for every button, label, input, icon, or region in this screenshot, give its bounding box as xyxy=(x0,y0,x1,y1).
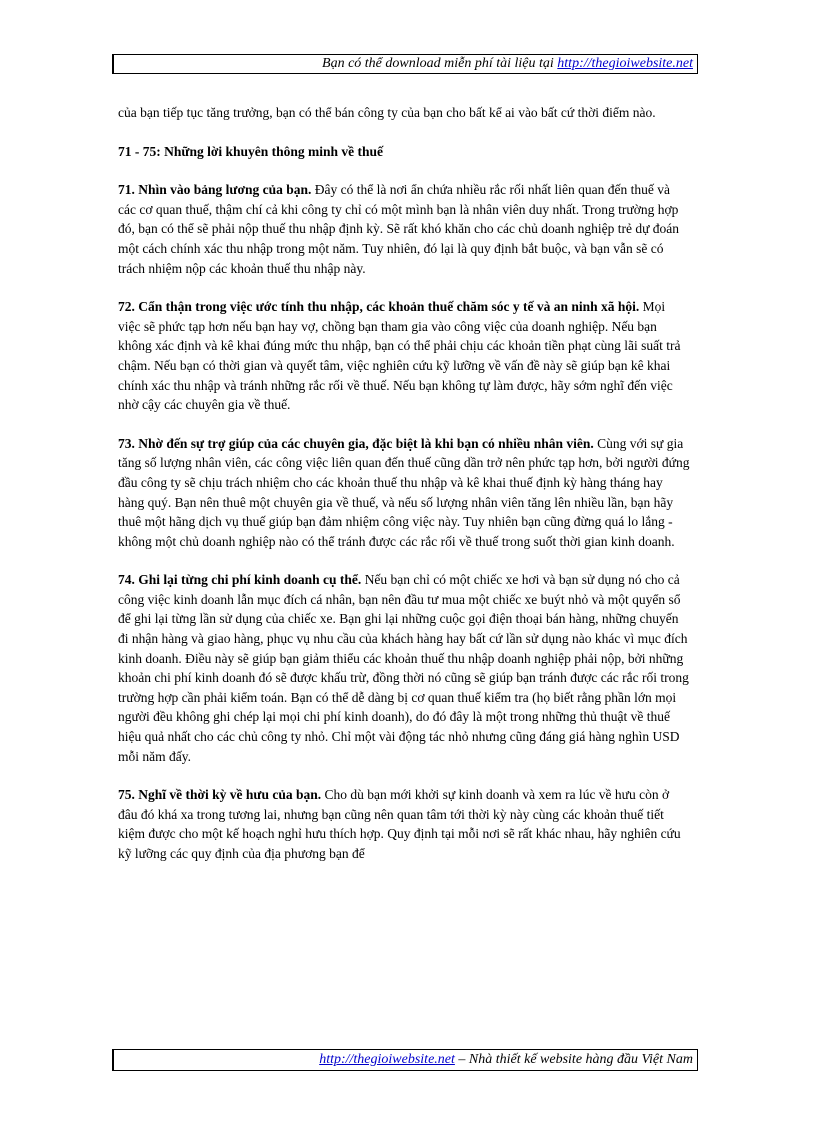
intro-paragraph: của bạn tiếp tục tăng trưởng, bạn có thể bán công ty của bạn cho bất kể ai vào bất cứ thời điểm nào. xyxy=(118,105,656,120)
footer-text: – Nhà thiết kế website hàng đầu Việt Nam xyxy=(454,1052,693,1067)
tip-75 xyxy=(118,785,691,863)
page-footer xyxy=(112,1049,698,1071)
tip-73-title: 73. Nhờ đến sự trợ giúp của các chuyên gia, đặc biệt là khi bạn có nhiều nhân viên. xyxy=(118,435,594,451)
tip-72 xyxy=(118,297,691,415)
tip-72-title: 72. Cẩn thận trong việc ước tính thu nhập, các khoản thuế chăm sóc y tế và an ninh xã hội. xyxy=(118,299,640,315)
tip-73-body: Cùng với sự gia tăng số lượng nhân viên, các công việc liên quan đến thuế cũng dần trở nên phức tạp hơn, bởi người đứng đầu công ty sẽ chịu trách nhiệm cho các khoản thuế thu nhập và kê khai thuế định kỳ hàng tháng hay hàng quý. Bạn nên thuê một chuyên gia về thuế, và nếu số lượng nhân viên tăng lên nhiều lần, bạn hãy thuê một hãng dịch vụ thuế giúp bạn đảm nhiệm công việc này. Tuy nhiên bạn cũng đừng quá lo lắng - không một chủ doanh nghiệp nào có thể tránh được các rắc rối về thuế trong suốt thời gian kinh doanh. xyxy=(118,435,690,549)
header-link[interactable]: http://thegioiwebsite.net xyxy=(557,56,693,71)
page-header xyxy=(112,54,698,74)
tip-75-body: Cho dù bạn mới khởi sự kinh doanh và xem ra lúc về hưu còn ở đâu đó khá xa trong tương lai, nhưng bạn cũng nên quan tâm tới thời kỳ này cùng các khoản thuế tiết kiệm được cho một kế hoạch nghỉ hưu thích hợp. Quy định tại mỗi nơi sẽ rất khác nhau, hãy nghiên cứu kỹ lưỡng các quy định của địa phương bạn để xyxy=(118,787,681,861)
header-text: Bạn có thể download miễn phí tài liệu tại xyxy=(322,56,558,71)
tip-72-body: Mọi việc sẽ phức tạp hơn nếu bạn hay vợ, chồng bạn tham gia vào công việc của doanh nghiệp. Nếu bạn không xác định và kê khai đúng mức thu nhập, bạn có thể phải chịu các khoản tiền phạt cùng lãi suất trả chậm. Nếu bạn có thời gian và quyết tâm, việc nghiên cứu kỹ lưỡng về vấn đề này sẽ giúp bạn kê khai chính xác thu nhập và tránh những rắc rối về thuế. Nếu bạn không tự làm được, hãy sớm nghĩ đến việc nhờ cậy các chuyên gia về thuế. xyxy=(118,299,681,413)
tip-74-title: 74. Ghi lại từng chi phí kinh doanh cụ thể. xyxy=(118,572,362,588)
tip-71-title: 71. Nhìn vào bảng lương của bạn. xyxy=(118,182,312,198)
tip-71-body: Đây có thể là nơi ẩn chứa nhiều rắc rối nhất liên quan đến thuế và các cơ quan thuế, thậm chí cả khi công ty chỉ có một mình bạn là nhân viên duy nhất. Trong trường hợp đó, bạn có thể sẽ phải nộp thuế thu nhập định kỳ. Sẽ rất khó khăn cho các chủ doanh nghiệp trẻ dự đoán một cách chính xác thu nhập trong một năm. Tuy nhiên, đó lại là quy định bắt buộc, và bạn vẫn sẽ có trách nhiệm nộp các khoản thuế thu nhập này. xyxy=(118,182,680,276)
tip-75-title: 75. Nghĩ về thời kỳ về hưu của bạn. xyxy=(118,787,322,803)
tip-74 xyxy=(118,570,691,766)
section-title: 71 - 75: Những lời khuyên thông minh về thuế xyxy=(118,143,384,159)
document-body xyxy=(118,103,691,883)
tip-74-body: Nếu bạn chỉ có một chiếc xe hơi và bạn sử dụng nó cho cả công việc kinh doanh lẫn mục đích cá nhân, bạn nên đầu tư mua một chiếc xe buýt nhỏ và một quyển sổ để ghi lại từng lần sử dụng của chiếc xe. Bạn ghi lại những cuộc gọi điện thoại bán hàng, những chuyến đi nhận hàng và giao hàng, phục vụ nhu cầu của khách hàng hay bất cứ lần sử dụng nào khác vì mục đích kinh doanh. Điều này sẽ giúp bạn giảm thiểu các khoản thuế thu nhập doanh nghiệp phải nộp, bởi những khoản chi phí kinh doanh đó sẽ được khấu trừ, đồng thời nó cũng sẽ giúp bạn tránh được các rắc rối trong trường hợp cần phải kiểm toán. Bạn có thể dễ dàng bị cơ quan thuế kiểm tra (họ biết rằng phần lớn mọi người đều không ghi chép lại mọi chi phí kinh doanh), do đó đây là một trong những thủ thuật về thuế hiệu quả nhất cho các chủ công ty nhỏ. Chỉ một vài động tác nhỏ nhưng cũng đáng giá hàng nghìn USD mỗi năm đấy. xyxy=(118,572,689,764)
tip-73 xyxy=(118,434,691,552)
footer-link[interactable]: http://thegioiwebsite.net xyxy=(319,1052,455,1067)
tip-71 xyxy=(118,180,691,278)
